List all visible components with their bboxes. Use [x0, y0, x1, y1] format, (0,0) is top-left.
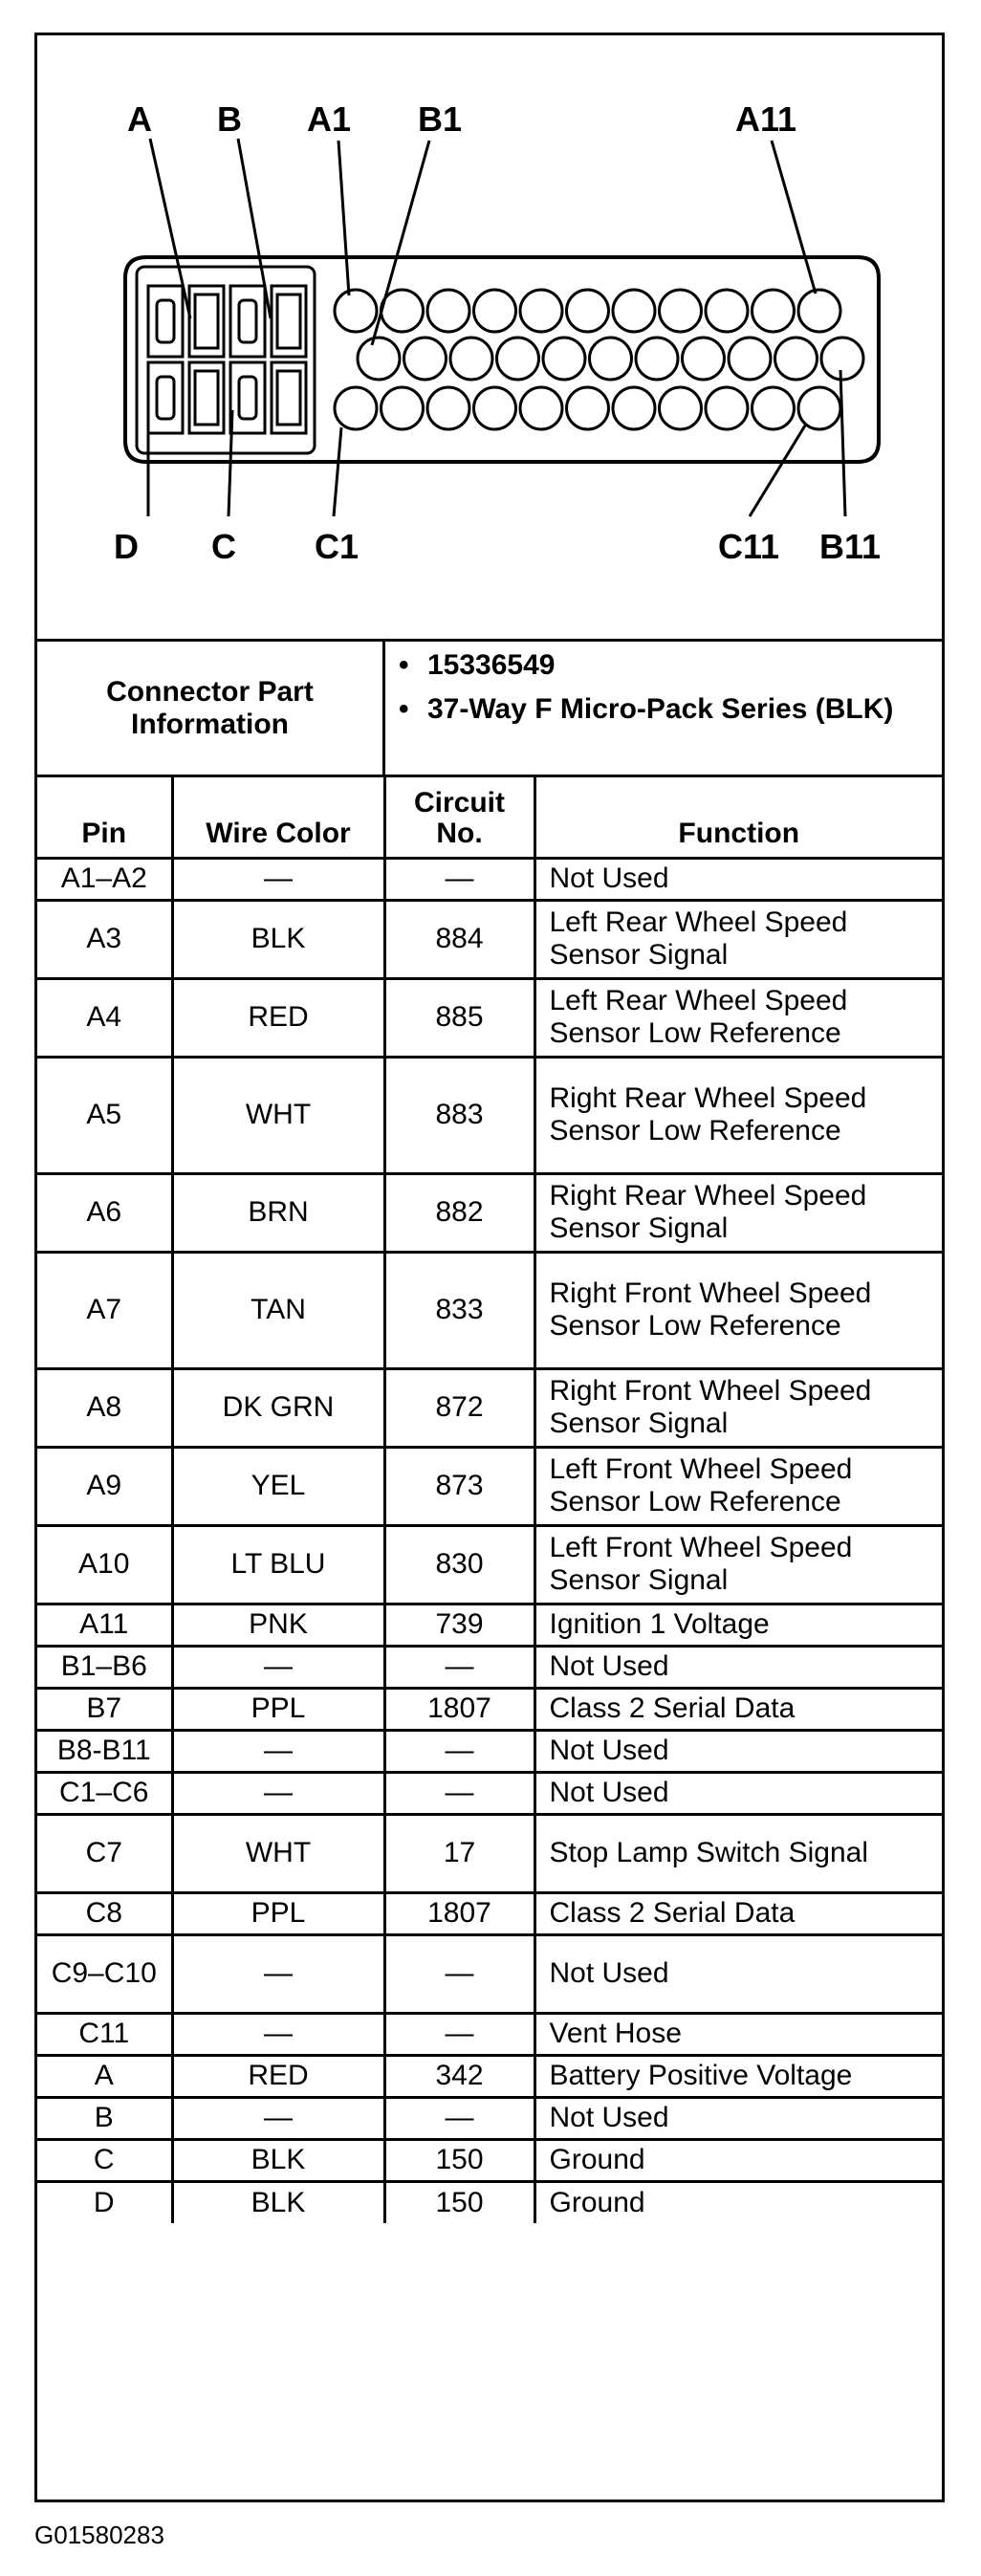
header-circuit-no: Circuit No. — [384, 777, 534, 858]
cell-function: Class 2 Serial Data — [534, 1688, 942, 1730]
pin-cavity — [706, 290, 748, 332]
cell-function: Left Rear Wheel Speed Sensor Signal — [534, 900, 942, 978]
pin-cavity — [474, 290, 516, 332]
terminal-cavity — [230, 286, 265, 357]
cell-circuit-no: 884 — [384, 900, 534, 978]
part-number-line — [399, 649, 928, 682]
pin-cavity — [382, 290, 424, 332]
cell-function: Left Front Wheel Speed Sensor Low Reference — [534, 1447, 942, 1525]
cell-pin: B8-B11 — [37, 1730, 172, 1772]
cell-circuit-no: — — [384, 2013, 534, 2055]
header-function: Function — [534, 777, 942, 858]
connector-series-line — [399, 693, 928, 726]
cell-pin: C — [37, 2139, 172, 2181]
pin-cavity — [520, 387, 562, 429]
pin-cavity — [567, 387, 609, 429]
cell-circuit-no: 17 — [384, 1814, 534, 1892]
power-terminal — [239, 377, 256, 419]
cell-circuit-no: 150 — [384, 2181, 534, 2223]
pin-cavity — [613, 290, 655, 332]
pin-cavity — [358, 338, 400, 380]
cell-function: Not Used — [534, 1646, 942, 1688]
cell-function: Ground — [534, 2181, 942, 2223]
empty-cavity — [195, 371, 218, 425]
table-row — [37, 858, 942, 900]
table-row — [37, 1814, 942, 1892]
cell-pin: C8 — [37, 1892, 172, 1934]
terminal-cavity — [148, 362, 183, 433]
empty-cavity — [277, 371, 300, 425]
cell-function: Ignition 1 Voltage — [534, 1604, 942, 1646]
cell-function: Right Front Wheel Speed Sensor Low Reference — [534, 1252, 942, 1368]
terminal-cavity — [230, 362, 265, 433]
pin-cavity — [335, 290, 377, 332]
cell-function: Battery Positive Voltage — [534, 2055, 942, 2097]
part-info-details — [385, 642, 942, 775]
cell-circuit-no: — — [384, 858, 534, 900]
cell-pin: A — [37, 2055, 172, 2097]
label-a11: A11 — [735, 99, 797, 139]
connector-series: 37-Way F Micro-Pack Series (BLK) — [427, 693, 894, 725]
cell-circuit-no: 885 — [384, 978, 534, 1057]
table-row — [37, 2139, 942, 2181]
pin-cavity — [706, 387, 748, 429]
cell-function: Not Used — [534, 1934, 942, 2013]
cell-wire-color: — — [172, 2013, 384, 2055]
cell-pin: A10 — [37, 1525, 172, 1604]
table-row — [37, 1772, 942, 1814]
cell-circuit-no: 883 — [384, 1057, 534, 1173]
pin-cavity — [660, 290, 702, 332]
cell-pin: C11 — [37, 2013, 172, 2055]
cell-wire-color: WHT — [172, 1814, 384, 1892]
label-b: B — [217, 99, 242, 139]
cell-pin: A11 — [37, 1604, 172, 1646]
pin-cavity — [497, 338, 539, 380]
pin-cavity — [404, 338, 447, 380]
cell-wire-color: PPL — [172, 1892, 384, 1934]
cell-wire-color: — — [172, 858, 384, 900]
pin-cavity — [752, 290, 795, 332]
table-row — [37, 1604, 942, 1646]
cell-pin: B1–B6 — [37, 1646, 172, 1688]
pin-cavity — [683, 338, 725, 380]
cell-wire-color: — — [172, 1934, 384, 2013]
cell-pin: C1–C6 — [37, 1772, 172, 1814]
empty-cavity — [277, 295, 300, 348]
cell-wire-color: PNK — [172, 1604, 384, 1646]
cell-circuit-no: 150 — [384, 2139, 534, 2181]
cell-circuit-no: 1807 — [384, 1892, 534, 1934]
cell-pin: A6 — [37, 1173, 172, 1252]
cell-circuit-no: 833 — [384, 1252, 534, 1368]
cell-pin: A1–A2 — [37, 858, 172, 900]
table-row — [37, 1892, 942, 1934]
cell-function: Not Used — [534, 1772, 942, 1814]
table-row — [37, 1525, 942, 1604]
figure-id: G01580283 — [34, 2521, 164, 2549]
label-a1: A1 — [307, 99, 352, 139]
cell-wire-color: BRN — [172, 1173, 384, 1252]
cell-pin: C7 — [37, 1814, 172, 1892]
header-pin: Pin — [37, 777, 172, 858]
cell-circuit-no: 873 — [384, 1447, 534, 1525]
pin-cavity — [729, 338, 771, 380]
bullet-icon: • — [399, 649, 409, 681]
cell-function: Right Rear Wheel Speed Sensor Signal — [534, 1173, 942, 1252]
cell-wire-color: — — [172, 1730, 384, 1772]
connector-part-information — [37, 642, 942, 777]
bullet-icon: • — [399, 693, 409, 725]
cell-pin: A3 — [37, 900, 172, 978]
pin-cavity — [520, 290, 562, 332]
pin-cavity — [474, 387, 516, 429]
cell-wire-color: — — [172, 2097, 384, 2139]
table-row — [37, 1252, 942, 1368]
cell-circuit-no: 342 — [384, 2055, 534, 2097]
cell-function: Not Used — [534, 1730, 942, 1772]
cell-function: Class 2 Serial Data — [534, 1892, 942, 1934]
table-row — [37, 2013, 942, 2055]
part-info-title: Connector Part Information — [37, 642, 385, 775]
pin-cavity — [567, 290, 609, 332]
label-c11: C11 — [718, 527, 780, 566]
cell-circuit-no: 1807 — [384, 1688, 534, 1730]
leader-line — [150, 139, 190, 318]
cell-wire-color: LT BLU — [172, 1525, 384, 1604]
cell-pin: A4 — [37, 978, 172, 1057]
pin-cavity — [775, 338, 818, 380]
pin-cavity — [752, 387, 795, 429]
connector-figure-frame — [34, 33, 945, 2502]
leader-line — [238, 139, 271, 318]
table-row — [37, 1368, 942, 1447]
cell-circuit-no: — — [384, 1730, 534, 1772]
cell-wire-color: YEL — [172, 1447, 384, 1525]
cell-pin: B — [37, 2097, 172, 2139]
table-row — [37, 1646, 942, 1688]
leader-line — [338, 141, 349, 295]
cell-circuit-no: 739 — [384, 1604, 534, 1646]
cell-pin: B7 — [37, 1688, 172, 1730]
cell-circuit-no: — — [384, 1646, 534, 1688]
pin-cavity — [798, 387, 840, 429]
table-row — [37, 1057, 942, 1173]
table-row — [37, 2181, 942, 2223]
power-terminal — [157, 377, 174, 419]
cell-wire-color: WHT — [172, 1057, 384, 1173]
cell-function: Stop Lamp Switch Signal — [534, 1814, 942, 1892]
table-row — [37, 2097, 942, 2139]
cell-function: Vent Hose — [534, 2013, 942, 2055]
cell-pin: A5 — [37, 1057, 172, 1173]
cell-pin: D — [37, 2181, 172, 2223]
label-a: A — [127, 99, 152, 139]
pin-cavity — [821, 338, 863, 380]
cell-wire-color: RED — [172, 2055, 384, 2097]
power-terminal — [239, 300, 256, 342]
cell-function: Right Rear Wheel Speed Sensor Low Reference — [534, 1057, 942, 1173]
label-b11: B11 — [819, 527, 882, 566]
cell-function: Ground — [534, 2139, 942, 2181]
pin-cavity — [382, 387, 424, 429]
cell-function: Not Used — [534, 858, 942, 900]
table-row — [37, 900, 942, 978]
cell-function: Left Rear Wheel Speed Sensor Low Reference — [534, 978, 942, 1057]
table-row — [37, 1173, 942, 1252]
cell-circuit-no: — — [384, 2097, 534, 2139]
cell-function: Left Front Wheel Speed Sensor Signal — [534, 1525, 942, 1604]
terminal-cavity — [148, 286, 183, 357]
part-number: 15336549 — [427, 649, 556, 681]
connector-drawing — [37, 35, 942, 639]
connector-face-diagram — [37, 35, 942, 642]
cell-wire-color: RED — [172, 978, 384, 1057]
header-wire-color: Wire Color — [172, 777, 384, 858]
pin-function-table — [37, 777, 942, 2223]
cell-wire-color: BLK — [172, 2181, 384, 2223]
pin-cavity — [590, 338, 632, 380]
cell-wire-color: PPL — [172, 1688, 384, 1730]
pin-cavity — [543, 338, 585, 380]
cell-circuit-no: — — [384, 1772, 534, 1814]
table-row — [37, 1447, 942, 1525]
cell-pin: A8 — [37, 1368, 172, 1447]
cell-pin: A7 — [37, 1252, 172, 1368]
cell-function: Right Front Wheel Speed Sensor Signal — [534, 1368, 942, 1447]
cell-wire-color: DK GRN — [172, 1368, 384, 1447]
pin-cavity — [636, 338, 678, 380]
table-row — [37, 978, 942, 1057]
cell-wire-color: — — [172, 1646, 384, 1688]
leader-line — [750, 426, 805, 516]
cell-wire-color: — — [172, 1772, 384, 1814]
pin-cavity — [613, 387, 655, 429]
leader-line — [334, 427, 341, 516]
cell-circuit-no: 882 — [384, 1173, 534, 1252]
cell-circuit-no: 830 — [384, 1525, 534, 1604]
label-d: D — [114, 527, 139, 566]
table-row — [37, 1688, 942, 1730]
power-terminal — [157, 300, 174, 342]
cell-pin: A9 — [37, 1447, 172, 1525]
leader-line — [840, 370, 845, 516]
pin-cavity — [450, 338, 492, 380]
label-c: C — [211, 527, 236, 566]
pin-cavity — [427, 290, 469, 332]
table-header-row — [37, 777, 942, 858]
table-row — [37, 2055, 942, 2097]
pin-cavity — [798, 290, 840, 332]
table-row — [37, 1730, 942, 1772]
cell-circuit-no: 872 — [384, 1368, 534, 1447]
cell-function: Not Used — [534, 2097, 942, 2139]
empty-cavity — [195, 295, 218, 348]
label-c1: C1 — [315, 527, 360, 566]
cell-wire-color: BLK — [172, 900, 384, 978]
leader-line — [772, 141, 816, 294]
pin-cavity — [660, 387, 702, 429]
pin-cavity — [335, 387, 377, 429]
cell-circuit-no: — — [384, 1934, 534, 2013]
cell-pin: C9–C10 — [37, 1934, 172, 2013]
cell-wire-color: TAN — [172, 1252, 384, 1368]
pin-cavity — [427, 387, 469, 429]
label-b1: B1 — [418, 99, 463, 139]
table-row — [37, 1934, 942, 2013]
cell-wire-color: BLK — [172, 2139, 384, 2181]
